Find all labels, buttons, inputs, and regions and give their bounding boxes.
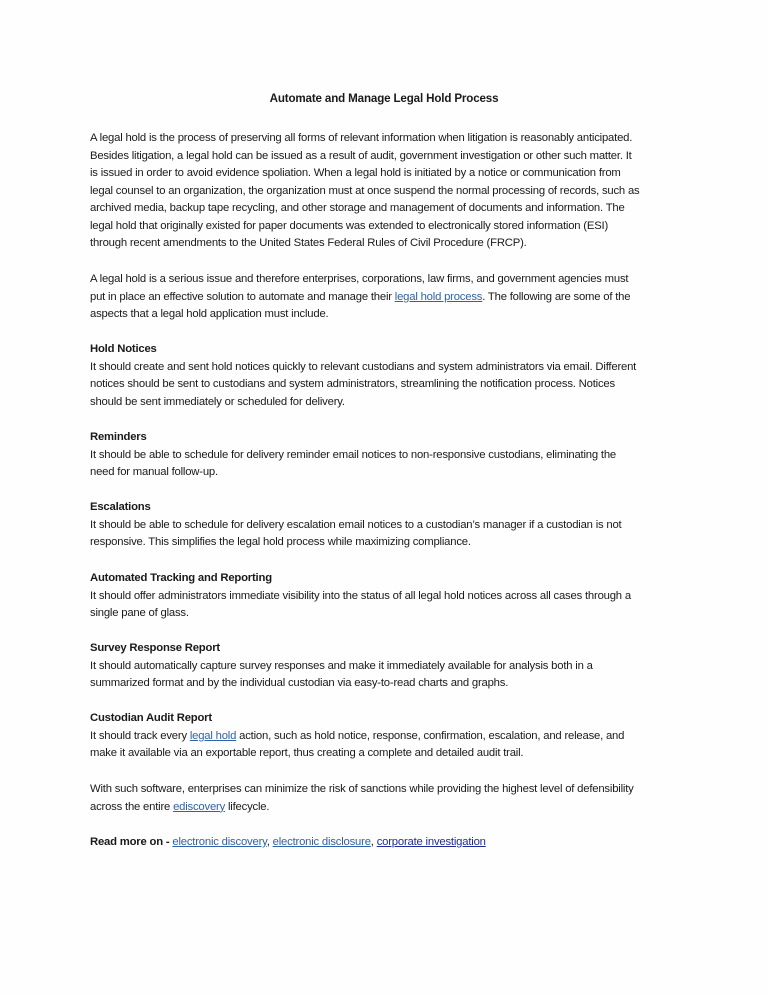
paragraph-line: legal counsel to an organization, the organization must at once suspend the normal processing of records, such as: [90, 184, 640, 197]
text-segment: . The following are some of the: [482, 290, 631, 303]
paragraph-line: A legal hold is the process of preserving all forms of relevant information when litigation is reasonably anticipated.: [90, 132, 633, 144]
legal-hold-process-link[interactable]: legal hold process: [394, 290, 483, 303]
document-title: Automate and Manage Legal Hold Process: [269, 92, 499, 105]
paragraph-line: notices should be sent to custodians and system administrators, streamlining the notification process. Notices: [90, 378, 615, 391]
second-paragraph: [90, 271, 690, 324]
paragraph-line: A legal hold is a serious issue and therefore enterprises, corporations, law firms, and government agencies must: [90, 273, 629, 285]
paragraph-line: single pane of glass.: [90, 607, 189, 620]
paragraph-line: It should offer administrators immediate visibility into the status of all legal hold notices across all cases through a: [90, 589, 631, 602]
electronic-disclosure-link[interactable]: electronic disclosure: [272, 836, 371, 848]
paragraph-line: through recent amendments to the United States Federal Rules of Civil Procedure (FRCP).: [90, 237, 527, 250]
paragraph-line: make it available via an exportable report, thus creating a complete and detailed audit trail.: [90, 747, 524, 760]
ediscovery-link[interactable]: ediscovery: [173, 800, 226, 813]
paragraph-line: [90, 799, 690, 817]
paragraph-line: need for manual follow-up.: [90, 466, 218, 479]
legal-hold-link[interactable]: legal hold: [189, 729, 237, 742]
corporate-investigation-link[interactable]: corporate investigation: [376, 836, 486, 848]
section-heading: Survey Response Report: [90, 642, 220, 654]
paragraph-line: Besides litigation, a legal hold can be issued as a result of audit, government investigation or other such matter. It: [90, 149, 632, 162]
text-segment: put in place an effective solution to automate and manage their: [90, 290, 395, 303]
section-automated-tracking: [90, 570, 690, 623]
paragraph-line: summarized format and by the individual custodian via easy-to-read charts and graphs.: [90, 677, 509, 690]
paragraph-line: aspects that a legal hold application must include.: [90, 308, 329, 321]
paragraph-line: legal hold that originally existed for paper documents was extended to electronically stored information (ESI): [90, 219, 609, 232]
paragraph-line: should be sent immediately or scheduled for delivery.: [90, 395, 345, 408]
section-heading: Custodian Audit Report: [90, 712, 212, 724]
link-separator: ,: [266, 836, 273, 848]
section-heading: Reminders: [90, 431, 147, 443]
text-segment: It should track every: [90, 729, 190, 742]
paragraph-line: [90, 728, 690, 746]
section-hold-notices: [90, 341, 690, 411]
paragraph-line: It should be able to schedule for delivery reminder email notices to non-responsive custodians, eliminating the: [90, 448, 617, 461]
paragraph-line: [90, 289, 690, 307]
paragraph-line: With such software, enterprises can minimize the risk of sanctions while providing the highest level of defensibility: [90, 783, 634, 795]
text-segment: lifecycle.: [225, 800, 270, 813]
section-reminders: [90, 429, 690, 482]
link-separator: ,: [370, 836, 377, 848]
section-escalations: [90, 499, 690, 552]
read-more-label: Read more on -: [90, 836, 173, 848]
paragraph-line: It should create and sent hold notices quickly to relevant custodians and system administrators via email. Different: [90, 360, 637, 373]
paragraph-line: It should automatically capture survey responses and make it immediately available for analysis both in a: [90, 659, 593, 672]
read-more-line: [90, 834, 690, 852]
paragraph-line: responsive. This simplifies the legal hold process while maximizing compliance.: [90, 536, 471, 549]
closing-paragraph: [90, 781, 690, 816]
section-heading: Automated Tracking and Reporting: [90, 572, 272, 584]
paragraph-line: It should be able to schedule for delivery escalation email notices to a custodian’s manager if a custodian is not: [90, 518, 622, 531]
section-survey-response-report: [90, 640, 690, 693]
section-heading: Escalations: [90, 501, 151, 513]
read-more: [90, 834, 690, 852]
section-heading: Hold Notices: [90, 343, 157, 355]
electronic-discovery-link[interactable]: electronic discovery: [172, 836, 267, 848]
section-custodian-audit-report: [90, 710, 690, 763]
text-segment: action, such as hold notice, response, confirmation, escalation, and release, and: [236, 729, 625, 742]
intro-paragraph: [90, 130, 690, 253]
paragraph-line: is issued in order to avoid evidence spoliation. When a legal hold is initiated by a notice or communication from: [90, 167, 621, 180]
text-segment: across the entire: [90, 800, 174, 813]
paragraph-line: archived media, backup tape recycling, and other storage and management of documents and information. The: [90, 202, 625, 215]
